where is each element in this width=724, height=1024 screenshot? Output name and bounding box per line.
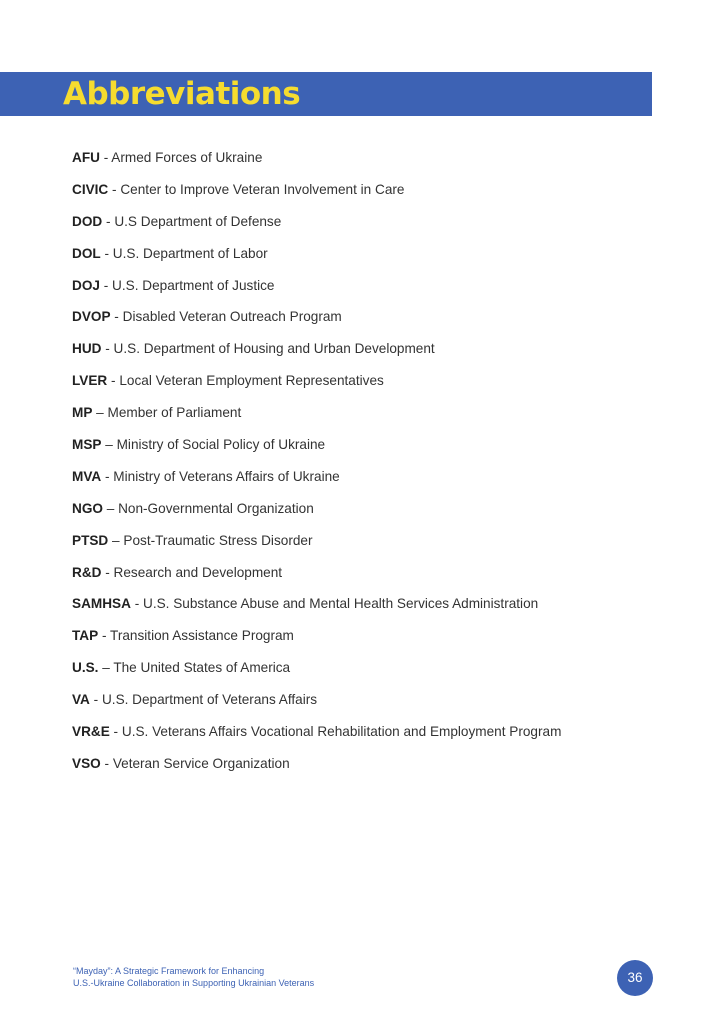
abbreviation-term: SAMHSA — [72, 596, 131, 612]
list-item — [72, 403, 692, 435]
list-item — [72, 563, 692, 595]
abbreviation-term: MP — [72, 405, 93, 421]
list-item — [72, 467, 692, 499]
list-item — [72, 435, 692, 467]
abbreviation-separator: - — [101, 468, 114, 484]
abbreviation-term: NGO — [72, 500, 103, 516]
abbreviation-separator: - — [99, 277, 113, 293]
list-item — [72, 212, 692, 244]
abbreviation-definition: The United States of America — [113, 660, 291, 676]
list-item — [72, 276, 692, 308]
abbreviation-term: CIVIC — [72, 181, 109, 197]
abbreviation-term: DVOP — [72, 309, 111, 325]
list-item — [72, 658, 692, 690]
abbreviation-term: TAP — [72, 628, 99, 644]
abbreviation-definition: Local Veteran Employment Representatives — [119, 373, 384, 389]
list-item — [72, 690, 692, 722]
abbreviation-definition: Veteran Service Organization — [112, 755, 290, 771]
abbreviation-definition: U.S Department of Defense — [114, 213, 282, 229]
abbreviation-term: PTSD — [72, 532, 109, 548]
abbreviation-list — [72, 148, 692, 786]
abbreviation-separator: - — [130, 596, 144, 612]
list-item — [72, 499, 692, 531]
abbreviation-separator: – — [92, 405, 108, 421]
abbreviation-separator: – — [101, 437, 117, 453]
footer-line-1: “Mayday”: A Strategic Framework for Enhancing — [73, 966, 265, 976]
abbreviation-definition: U.S. Veterans Affairs Vocational Rehabilitation and Employment Program — [121, 724, 562, 740]
abbreviation-definition: Member of Parliament — [107, 405, 242, 421]
abbreviation-definition: U.S. Department of Justice — [112, 277, 275, 293]
abbreviation-term: MSP — [72, 437, 102, 453]
abbreviation-definition: Non-Governmental Organization — [118, 500, 314, 516]
abbreviation-separator: - — [101, 341, 114, 357]
list-item — [72, 754, 692, 786]
abbreviation-term: DOD — [72, 213, 103, 229]
abbreviation-term: VA — [72, 692, 90, 708]
abbreviation-definition: U.S. Department of Veterans Affairs — [101, 692, 318, 708]
abbreviation-term: MVA — [72, 468, 102, 484]
abbreviation-definition: Ministry of Veterans Affairs of Ukraine — [113, 468, 340, 484]
abbreviation-definition: Armed Forces of Ukraine — [111, 150, 263, 165]
abbreviation-definition: U.S. Department of Housing and Urban Development — [113, 341, 435, 357]
abbreviation-separator: - — [100, 755, 113, 771]
abbreviation-separator: - — [110, 309, 123, 325]
abbreviation-definition: Ministry of Social Policy of Ukraine — [116, 437, 326, 453]
abbreviation-separator: – — [98, 660, 114, 676]
footer-line-2: U.S.-Ukraine Collaboration in Supporting Ukrainian Veterans — [73, 977, 315, 988]
abbreviation-definition: U.S. Department of Labor — [112, 245, 268, 261]
list-item — [72, 531, 692, 563]
abbreviation-separator: - — [109, 724, 122, 740]
abbreviation-separator: - — [101, 564, 114, 580]
abbreviation-separator: - — [102, 213, 115, 229]
abbreviation-separator: - — [100, 245, 113, 261]
abbreviation-term: LVER — [72, 373, 108, 389]
abbreviation-definition: U.S. Substance Abuse and Mental Health Services Administration — [143, 596, 539, 612]
list-item — [72, 339, 692, 371]
abbreviation-separator: – — [102, 500, 119, 516]
abbreviation-term: VR&E — [72, 724, 110, 740]
page-title: Abbreviations — [63, 76, 301, 112]
abbreviation-term: U.S. — [72, 660, 99, 676]
abbreviation-separator: - — [99, 150, 112, 165]
list-item — [72, 594, 692, 626]
abbreviation-term: HUD — [72, 341, 102, 357]
abbreviation-separator: – — [108, 532, 124, 548]
abbreviation-separator: - — [98, 628, 111, 644]
abbreviation-definition: Research and Development — [113, 564, 283, 580]
footer-document-title — [73, 966, 314, 989]
abbreviation-definition: Disabled Veteran Outreach Program — [122, 309, 342, 325]
abbreviation-separator: - — [107, 373, 120, 389]
list-item — [72, 626, 692, 658]
abbreviation-definition: Post-Traumatic Stress Disorder — [123, 532, 313, 548]
abbreviation-term: DOJ — [72, 277, 100, 293]
abbreviation-separator: - — [108, 181, 121, 197]
abbreviation-definition: Transition Assistance Program — [110, 628, 294, 644]
abbreviation-term: VSO — [72, 755, 101, 771]
list-item — [72, 148, 692, 180]
list-item — [72, 722, 692, 754]
list-item — [72, 307, 692, 339]
abbreviation-term: DOL — [72, 245, 101, 261]
list-item — [72, 371, 692, 403]
page-number-badge: 36 — [617, 960, 653, 996]
abbreviation-term: R&D — [72, 564, 102, 580]
list-item — [72, 244, 692, 276]
abbreviation-separator: - — [89, 692, 102, 708]
abbreviation-definition: Center to Improve Veteran Involvement in Care — [120, 181, 405, 197]
abbreviation-term: AFU — [72, 150, 100, 165]
list-item — [72, 180, 692, 212]
title-banner — [0, 72, 652, 116]
